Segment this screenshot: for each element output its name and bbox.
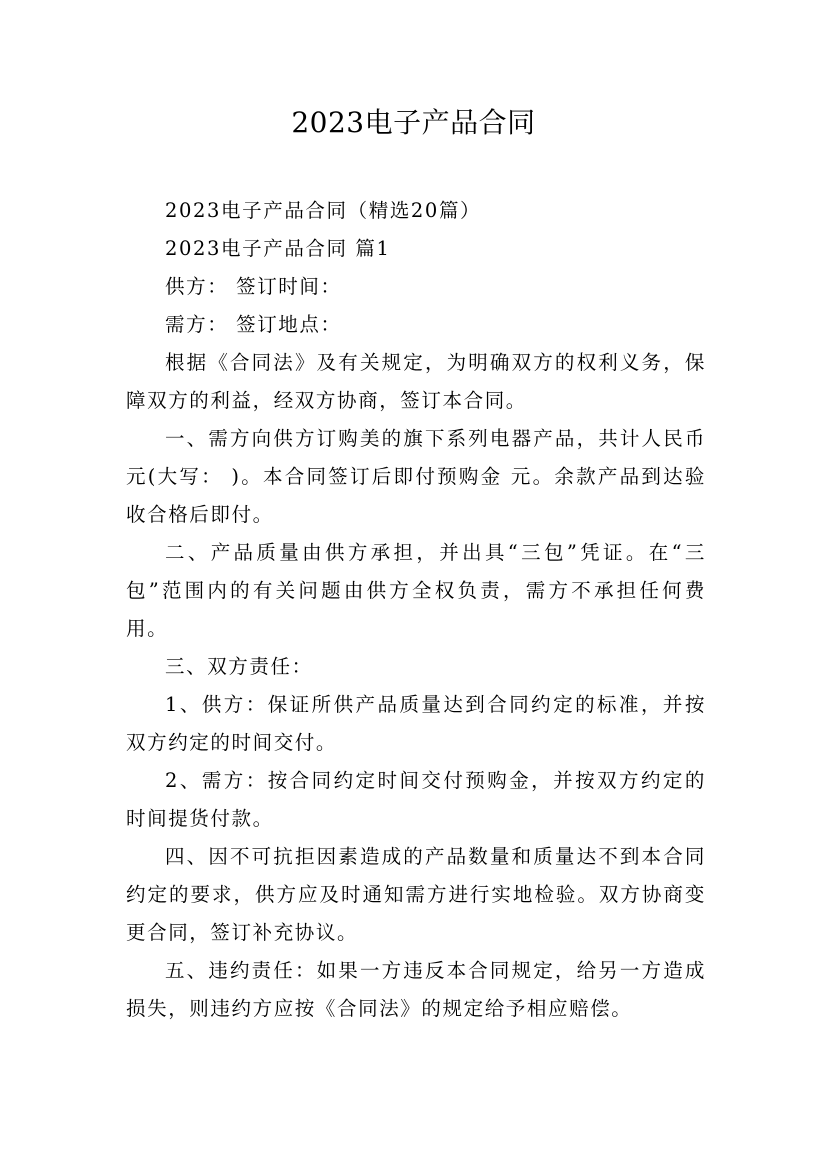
document-body [126,192,706,1028]
paragraph-subtitle: 2023电子产品合同（精选20篇） [165,199,482,222]
paragraph-buyer-line: 需方： 签订地点： [165,313,342,336]
paragraph-section-heading: 2023电子产品合同 篇1 [165,237,391,260]
paragraph-clause-4: 四、因不可抗拒因素造成的产品数量和质量达不到本合同约定的要求，供方应及时通知需方进行实地检验。双方协商变更合同，签订补充协议。 [126,845,706,944]
paragraph-clause-1: 一、需方向供方订购美的旗下系列电器产品，共计人民币 元(大写： )。本合同签订后即付预购金 元。余款产品到达验收合格后即付。 [126,427,706,526]
paragraph-supplier-line: 供方： 签订时间： [165,275,342,298]
paragraph-clause-3-1: 1、供方：保证所供产品质量达到合同约定的标准，并按双方约定的时间交付。 [126,693,706,754]
paragraph-clause-3-heading: 三、双方责任： [165,655,313,678]
paragraph-clause-2: 二、产品质量由供方承担，并出具“三包”凭证。在“三包”范围内的有关问题由供方全权负责，需方不承担任何费用。 [126,541,706,640]
paragraph-preamble: 根据《合同法》及有关规定，为明确双方的权利义务，保障双方的利益，经双方协商，签订本合同。 [126,351,706,412]
paragraph-clause-5: 五、违约责任：如果一方违反本合同规定，给另一方造成损失，则违约方应按《合同法》的规定给予相应赔偿。 [126,959,706,1020]
paragraph-clause-3-2: 2、需方：按合同约定时间交付预购金，并按双方约定的时间提货付款。 [126,769,706,830]
document-title: 2023电子产品合同 [291,106,536,139]
